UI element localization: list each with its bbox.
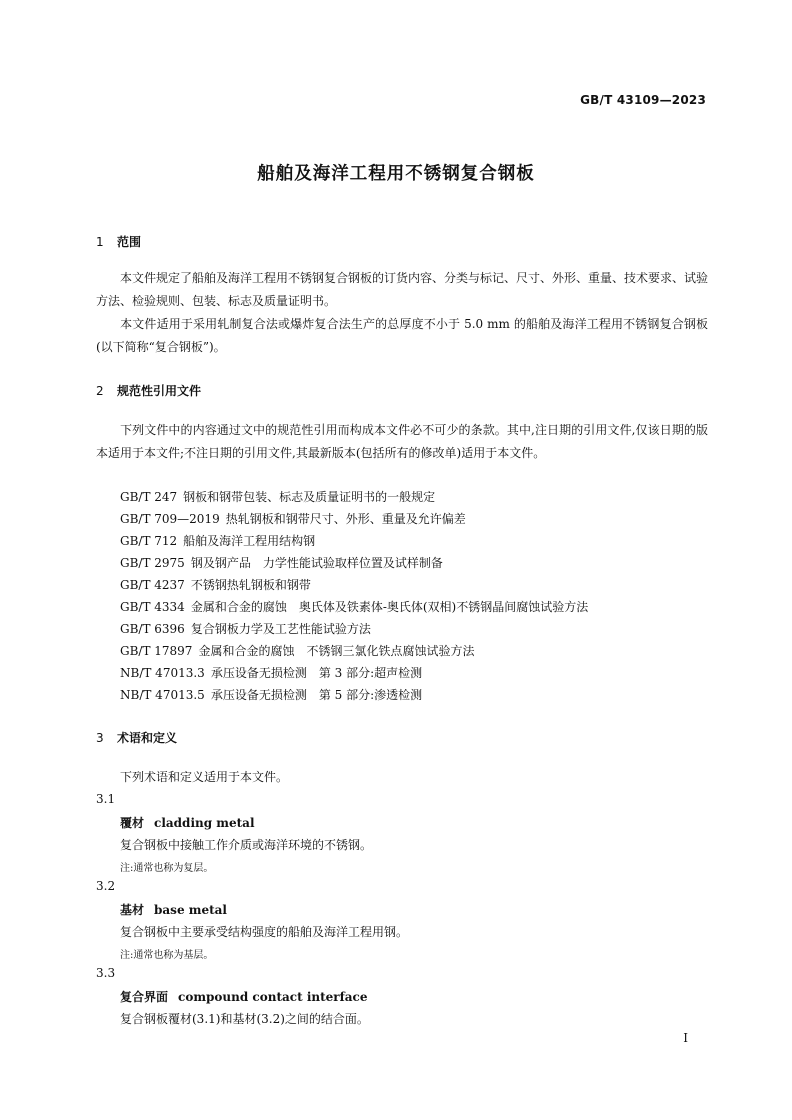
reference-item: GB/T 2975 钢及钢产品 力学性能试验取样位置及试样制备	[120, 556, 443, 570]
reference-item: GB/T 4237 不锈钢热轧钢板和钢带	[120, 578, 311, 592]
paragraph: 下列术语和定义适用于本文件。	[120, 770, 289, 784]
section-heading-1	[96, 233, 141, 250]
reference-item: NB/T 47013.3 承压设备无损检测 第 3 部分:超声检测	[120, 666, 423, 680]
term-heading: 复合界面 compound contact interface	[120, 990, 368, 1004]
term-number: 3.3	[96, 966, 116, 980]
section-number: 2	[96, 384, 104, 398]
term-note: 注:通常也称为复层。	[120, 863, 214, 874]
section-title: 术语和定义	[117, 731, 178, 745]
page-number: I	[683, 1031, 688, 1045]
section-heading-3	[96, 729, 177, 746]
reference-item: GB/T 6396 复合钢板力学及工艺性能试验方法	[120, 622, 371, 636]
term-heading: 基材 base metal	[120, 903, 227, 917]
reference-item: GB/T 17897 金属和合金的腐蚀 不锈钢三氯化铁点腐蚀试验方法	[120, 644, 475, 658]
term-definition: 复合钢板中接触工作介质或海洋环境的不锈钢。	[120, 838, 373, 852]
reference-item: GB/T 712 船舶及海洋工程用结构钢	[120, 534, 316, 548]
paragraph: 本文件适用于采用轧制复合法或爆炸复合法生产的总厚度不小于 5.0 mm 的船舶及海洋工程用不锈钢复合钢板(以下简称“复合钢板”)。	[96, 317, 708, 354]
section-title: 规范性引用文件	[117, 384, 202, 398]
reference-item: GB/T 247 钢板和钢带包装、标志及质量证明书的一般规定	[120, 490, 436, 504]
term-heading: 覆材 cladding metal	[120, 816, 255, 830]
paragraph: 本文件规定了船舶及海洋工程用不锈钢复合钢板的订货内容、分类与标记、尺寸、外形、重量、技术要求、试验方法、检验规则、包装、标志及质量证明书。	[96, 271, 709, 308]
term-definition: 复合钢板中主要承受结构强度的船舶及海洋工程用钢。	[120, 925, 409, 939]
term-number: 3.1	[96, 792, 116, 806]
reference-item: GB/T 709—2019 热轧钢板和钢带尺寸、外形、重量及允许偏差	[120, 512, 466, 526]
paragraph: 下列文件中的内容通过文中的规范性引用而构成本文件必不可少的条款。其中,注日期的引用文件,仅该日期的版本适用于本文件;不注日期的引用文件,其最新版本(包括所有的修改单)适用于本文件。	[96, 423, 708, 460]
section-title: 范围	[117, 235, 142, 249]
document-title: 船舶及海洋工程用不锈钢复合钢板	[257, 164, 535, 184]
reference-item: NB/T 47013.5 承压设备无损检测 第 5 部分:渗透检测	[120, 688, 423, 702]
section-number: 1	[96, 235, 104, 249]
section-number: 3	[96, 731, 104, 745]
term-note: 注:通常也称为基层。	[120, 950, 214, 961]
reference-item: GB/T 4334 金属和合金的腐蚀 奥氏体及铁素体-奥氏体(双相)不锈钢晶间腐蚀试验方法	[120, 600, 589, 614]
term-definition: 复合钢板覆材(3.1)和基材(3.2)之间的结合面。	[120, 1012, 369, 1026]
standard-number: GB/T 43109—2023	[580, 93, 706, 107]
term-number: 3.2	[96, 879, 116, 893]
section-heading-2	[96, 382, 201, 399]
